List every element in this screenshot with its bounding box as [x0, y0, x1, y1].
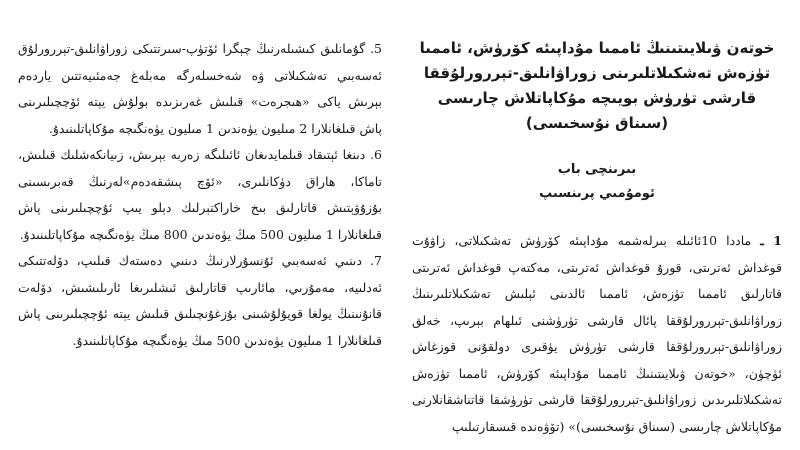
title-line: قارشى تۈرۈش بويىچە مۇكاپاتلاش چارىسى — [437, 89, 757, 107]
title-line: تۈزەش تەشكىلاتلىرىنى زوراۋانلىق-تېررورلۇققا — [423, 64, 771, 82]
article-7-paragraph: 7. دىنىي ئەسەبىي ئۇنسۇرلارنىڭ دىنىي دەستەك قىلىپ، دۆلەتتىكى ئەدلىيە، مەمۇرىي، مائارىپ قاتارلىق ئىشلىرىغا ئارىلىشىش، دۆلەت قانۇنىنىڭ يولغا قويۇلۇشىنى بۇزغۇنچىلىق قىلىش يېتە ئۇچچىلىرىنى پاش قىلغانلارا 1 مىليون يۈەندىن 500 مىڭ يۈەنگىچە مۇكاپاتلىنىدۇ. — [18, 253, 382, 348]
chapter-number: بىرىنچى باب — [557, 162, 637, 177]
title-line: خوتەن ۋىلايىتىنىڭ ئاممىا مۇداپىئە كۆرۈش، ئاممىا — [419, 39, 775, 57]
article-1-text: ماددا 10ئائىلە بىرلەشمە مۇداپىئە كۆرۈش تەشكىلاتى، زاۋۇت قوغداش ئەترىتى، قورۇ قوغداش ئەترىتى، مەكتەپ قوغداش ئەترىتى قاتارلىق ئاممىا تۈزەش، ئاممىا ئالدىنى ئېلىش تەشكىلاتلىرىنىڭ زوراۋانلىق-تېررورلۇققا پائال قارشى تۈرۈشنى ئىلھام بېرىپ، خەلق زوراۋانلىق-تېررورلۇققا قارشى تۈرۈش يۈقىرى دولقۇنى قوزغاش ئۈچۈن، «خوتەن ۋىلايىتىنىڭ ئاممىا مۇداپىئە كۆرۈش، ئاممىا تۈزەش تەشكىلاتلىرىدىن زوراۋانلىق-تېررورلۇققا قارشى تۈرۈشقا قاتناشقانلارنى مۇكاپاتلاش چارىسى (سىناق نۇسخىسى)» (تۆۋەندە قىسقارتىلىپ — [412, 233, 782, 434]
right-column — [412, 36, 782, 440]
left-column — [18, 36, 382, 354]
article-1-number: 1 ـ — [760, 233, 782, 248]
document-title — [412, 36, 782, 136]
chapter-title: ئومۇمىي پرىنسىپ — [539, 186, 655, 201]
article-6-paragraph: 6. دىنغا ئېتىقاد قىلمايدىغان ئائىلىگە زەربە بېرىش، زىيانكەشلىك قىلىش، تاماكا، ھاراق دۈكانلىرى، «ئۆچ پىشقەدەم»لەرنىڭ قەبرىسىنى بۇزۇۋېتىش قاتارلىق بىخ خاراكتېرلىك دېلو يىپ ئۇچچىلىرىنى پاش قىلغانلارا 1 مىليون 500 مىڭ يۈەندىن 800 مىڭ يۈەنگىچە مۇكاپاتلىنىدۇ. — [18, 147, 382, 242]
title-line: (سىناق نۇسخىسى) — [525, 114, 669, 132]
article-5-paragraph: 5. گۇمانلىق كىشىلەرنىڭ چېگرا ئۆتۈپ-سىرتتىكى زوراۋانلىق-تېررورلۇق ئەسەبىي تەشكىلاتى ۋە شەخسلەرگە مەبلەغ جەمئىيەتتىن ياردەم بېرىش ياكى «ھىجرەت» قىلىش غەرىزىدە بولۇش يېتە ئۆچچىلىرىنى پاش قىلغانلارا 2 مىليون يۈەندىن 1 مىليون يۈەنگىچە مۇكاپاتلىنىدۇ. — [18, 41, 382, 136]
article-1-paragraph — [412, 228, 782, 440]
